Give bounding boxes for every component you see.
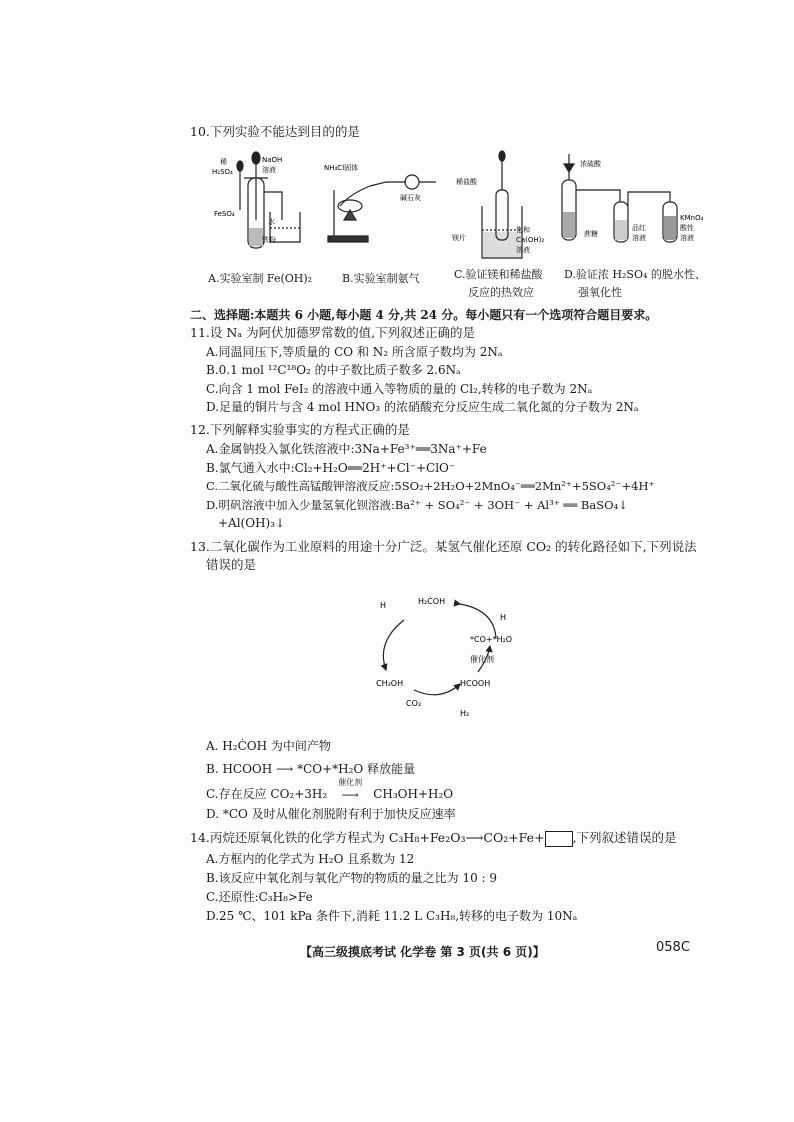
q14-stem [190,830,677,847]
page-footer: 【高三级摸底考试 化学卷 第 3 页(共 6 页)】 [300,945,545,959]
q10-apparatus-figures [200,150,720,270]
label-c-mg: 镁片 [452,234,466,242]
reaction-arrow-catalyst: 催化剂 [338,778,363,787]
q11-option-b: B.0.1 mol ¹²C¹⁸O₂ 的中子数比质子数多 2.6Nₐ [206,363,461,377]
cycle-co-h2o: *CO+*H₂O [470,635,513,644]
label-b-lime: 碱石灰 [400,194,421,202]
cycle-co2: CO₂ [406,699,422,708]
cycle-h2: H₂ [460,709,470,718]
cycle-ch3oh: CH₃OH [376,679,404,688]
q10-caption-c1: C.验证镁和稀盐酸 [454,268,543,281]
label-c-sol: 溶液 [516,246,530,254]
label-d-h2so4: 浓硫酸 [580,160,601,168]
q13-stem-line2: 错误的是 [206,557,257,572]
label-d-acidic: 酸性 [680,224,694,232]
q10-caption-d2: 强氧化性 [578,286,622,299]
cycle-catalyst: 催化剂 [470,655,494,664]
label-b-nh4cl: NH₄Cl固体 [324,164,359,172]
reaction-arrow: 催化剂 ⟶ [327,788,373,802]
q10-caption-a: A.实验室制 Fe(OH)₂ [208,272,313,285]
label-d-kmno4: KMnO₄ [680,214,704,222]
q14-stem-post: ,下列叙述错误的是 [572,830,677,845]
apparatus-b [328,175,436,242]
q14-option-d: D.25 ℃、101 kPa 条件下,消耗 11.2 L C₃H₈,转移的电子数为 10Nₐ [206,909,578,923]
label-a-acid2: H₂SO₄ [212,168,233,176]
answer-blank-box [545,831,573,847]
q14-option-b: B.该反应中氧化剂与氧化产物的物质的量之比为 10 : 9 [206,871,498,885]
section2-header: 二、选择题:本题共 6 小题,每小题 4 分,共 24 分。每小题只有一个选项符合题目要求。 [190,308,658,322]
label-a-acid: 稀 [220,158,227,166]
cycle-hcooh: HCOOH [460,679,491,688]
q12-option-c: C.二氧化硫与酸性高锰酸钾溶液反应:5SO₂+2H₂O+2MnO₄⁻══2Mn²⁺+5SO₄²⁻+4H⁺ [206,479,655,493]
q13-option-c-post: CH₃OH+H₂O [373,787,454,801]
label-a-water: 水 [268,218,275,226]
q11-option-d: D.足量的铜片与含 4 mol HNO₃ 的浓硝酸充分反应生成二氧化氮的分子数为 2Nₐ [206,400,639,414]
q13-option-a: A. H₂ĊOH 为中间产物 [206,739,331,753]
label-a-iron: 铁粉 [262,236,276,244]
q13-stem-line1: 13.二氧化碳作为工业原料的用途十分广泛。某氢气催化还原 CO₂ 的转化路径如下,下列说法 [190,539,697,554]
label-c-caoh: Ca(OH)₂ [516,236,545,244]
paper-code: 058C [656,940,690,955]
q13-option-b: B. HCOOH ⟶ *CO+*H₂O 释放能量 [206,762,416,776]
label-d-red: 品红 [632,224,646,232]
q10-stem: 10.下列实验不能达到目的的是 [190,124,360,139]
q11-option-c: C.向含 1 mol FeI₂ 的溶液中通入等物质的量的 Cl₂,转移的电子数为 2Nₐ [206,382,593,396]
cycle-h-left: H [380,601,387,610]
q13-cycle-diagram [360,580,540,730]
label-d-sol: 溶液 [680,234,694,242]
q13-option-c [206,778,454,802]
label-a-feso4: FeSO₄ [214,210,235,218]
q11-option-a: A.同温同压下,等质量的 CO 和 N₂ 所含原子数均为 2Nₐ [206,345,503,359]
label-c-sat: 饱和 [516,226,530,234]
label-d-red2: 溶液 [632,234,646,242]
label-d-sugar: 蔗糖 [584,230,598,238]
q12-option-d2: +Al(OH)₃↓ [218,516,286,530]
q10-caption-d1: D.验证浓 H₂SO₄ 的脱水性、 [564,268,706,281]
q12-option-a: A.金属钠投入氯化铁溶液中:3Na+Fe³⁺══3Na⁺+Fe [206,442,487,456]
q12-stem: 12.下列解释实验事实的方程式正确的是 [190,422,410,437]
q11-stem: 11.设 Nₐ 为阿伏加德罗常数的值,下列叙述正确的是 [190,325,476,340]
label-c-hcl: 稀盐酸 [456,178,477,186]
q14-option-c: C.还原性:C₃H₈>Fe [206,890,313,904]
q14-stem-pre: 14.丙烷还原氧化铁的化学方程式为 C₃H₈+Fe₂O₃⟶CO₂+Fe+ [190,830,545,845]
cycle-h-right: H [500,613,507,622]
label-a-naoh2: 溶液 [262,166,276,174]
q10-caption-b: B.实验室制氨气 [342,272,420,285]
label-a-naoh: NaOH [262,156,283,164]
q14-option-a: A.方框内的化学式为 H₂O 且系数为 12 [206,852,415,866]
q13-option-d: D. *CO 及时从催化剂脱附有利于加快反应速率 [206,807,456,821]
q13-option-c-pre: C.存在反应 CO₂+3H₂ [206,787,328,801]
q12-option-b: B.氯气通入水中:Cl₂+H₂O══2H⁺+Cl⁻+ClO⁻ [206,461,456,475]
cycle-h2coh: H₂ĊOH [418,597,446,606]
q10-caption-c2: 反应的热效应 [468,286,534,299]
q12-option-d1: D.明矾溶液中加入少量氢氧化钡溶液:Ba²⁺ + SO₄²⁻ + 3OH⁻ + Al³⁺ ══ BaSO₄↓ [206,498,628,512]
